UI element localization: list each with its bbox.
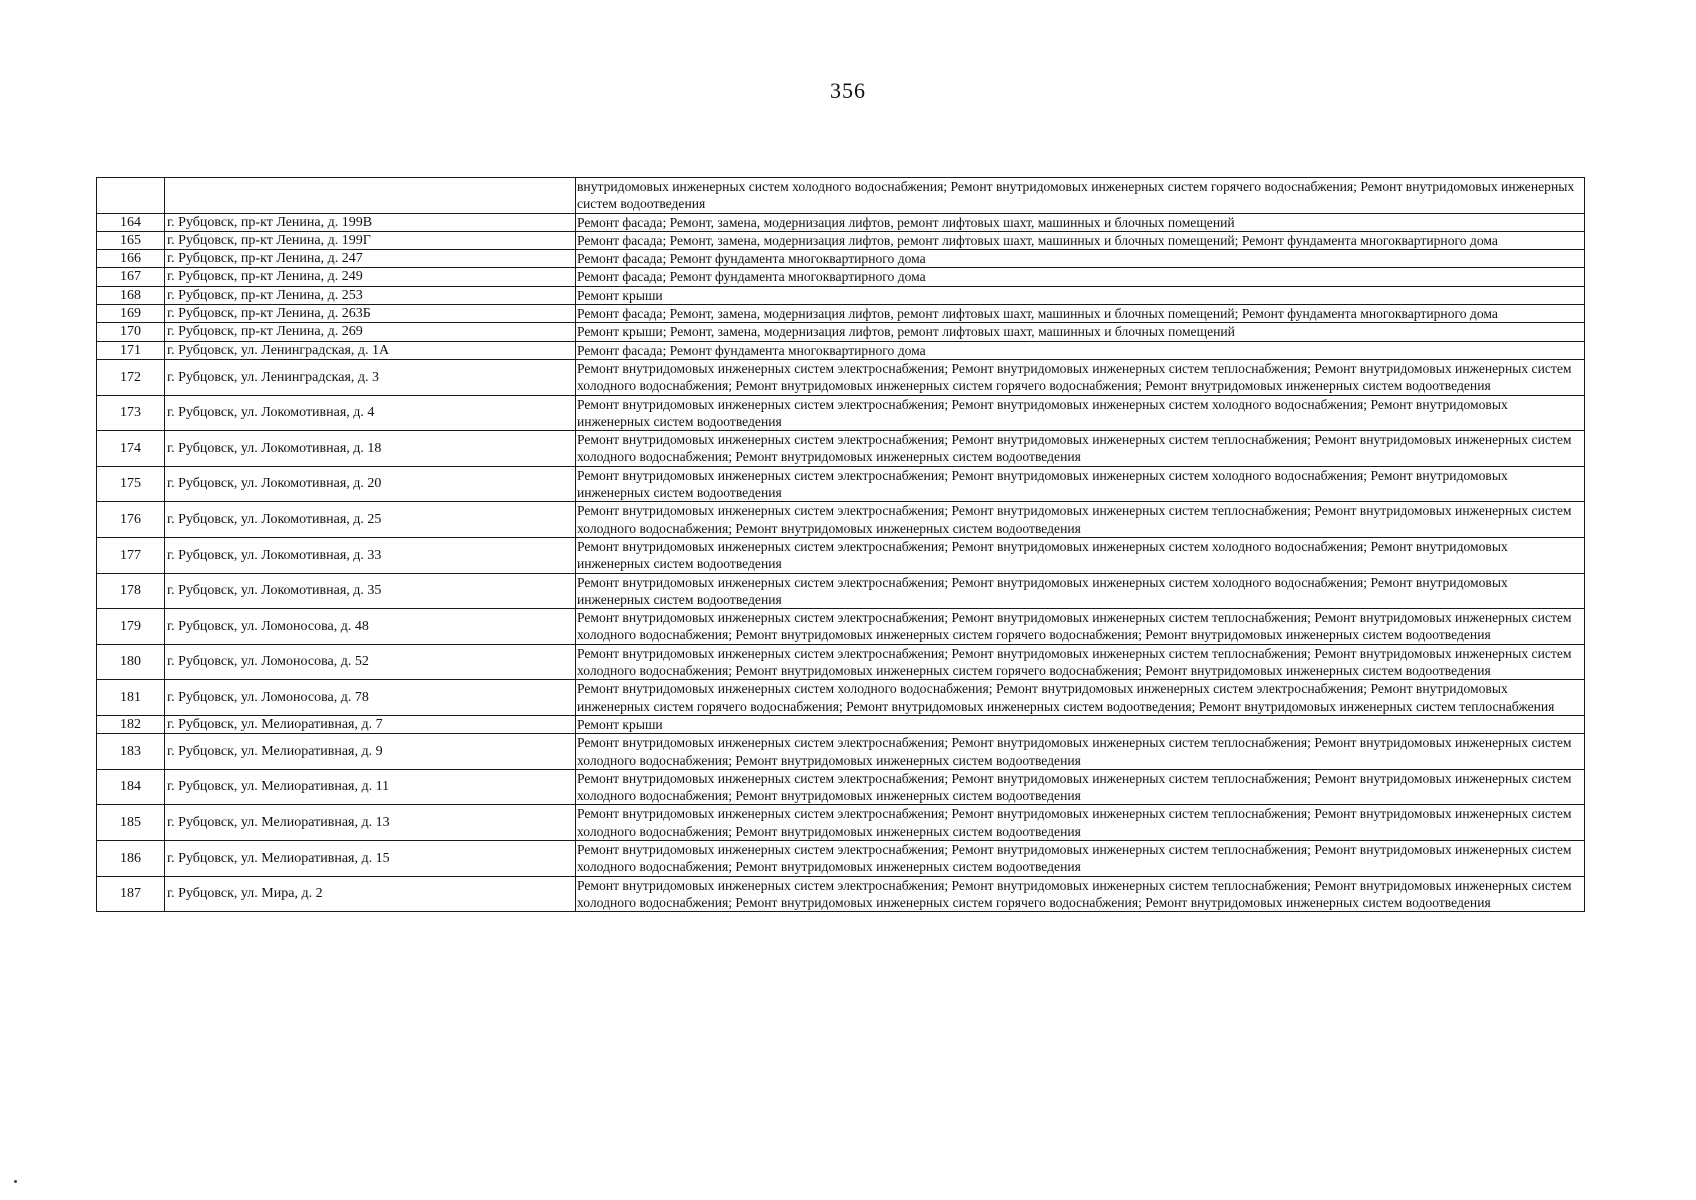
works-cell: Ремонт внутридомовых инженерных систем электроснабжения; Ремонт внутридомовых инженерных систем холодного водоснабжения; Ремонт внутридомовых инженерных систем водоотведения xyxy=(576,395,1585,431)
works-cell: Ремонт фасада; Ремонт, замена, модернизация лифтов, ремонт лифтовых шахт, машинных и блочных помещений; Ремонт фундамента многоквартирного дома xyxy=(576,231,1585,249)
address-cell: г. Рубцовск, ул. Мелиоративная, д. 13 xyxy=(165,805,576,841)
address-cell: г. Рубцовск, ул. Ломоносова, д. 52 xyxy=(165,644,576,680)
row-number-cell: 185 xyxy=(97,805,165,841)
repair-works-table xyxy=(96,177,1585,912)
row-number-cell: 167 xyxy=(97,268,165,286)
table-row xyxy=(97,573,1585,609)
address-cell: г. Рубцовск, ул. Мелиоративная, д. 15 xyxy=(165,840,576,876)
address-cell: г. Рубцовск, пр-кт Ленина, д. 269 xyxy=(165,323,576,341)
address-cell: г. Рубцовск, ул. Мелиоративная, д. 7 xyxy=(165,715,576,733)
works-cell: Ремонт внутридомовых инженерных систем электроснабжения; Ремонт внутридомовых инженерных систем теплоснабжения; Ремонт внутридомовых инженерных систем холодного водоснабжения; Ремонт внутридомовых инженерных систем водоотведения xyxy=(576,431,1585,467)
address-cell: г. Рубцовск, пр-кт Ленина, д. 253 xyxy=(165,286,576,304)
table-row xyxy=(97,537,1585,573)
table-row xyxy=(97,502,1585,538)
row-number-cell: 171 xyxy=(97,341,165,359)
table-row xyxy=(97,876,1585,912)
table-row xyxy=(97,231,1585,249)
works-cell: Ремонт внутридомовых инженерных систем электроснабжения; Ремонт внутридомовых инженерных систем теплоснабжения; Ремонт внутридомовых инженерных систем холодного водоснабжения; Ремонт внутридомовых инженерных систем горячего водоснабжения; Ремонт внутридомовых инженерных систем водоотведения xyxy=(576,644,1585,680)
address-cell: г. Рубцовск, ул. Локомотивная, д. 20 xyxy=(165,466,576,502)
page-number: 356 xyxy=(830,78,866,103)
row-number-cell: 168 xyxy=(97,286,165,304)
row-number-cell: 187 xyxy=(97,876,165,912)
table-row xyxy=(97,213,1585,231)
table-row xyxy=(97,268,1585,286)
works-cell: Ремонт внутридомовых инженерных систем электроснабжения; Ремонт внутридомовых инженерных систем холодного водоснабжения; Ремонт внутридомовых инженерных систем водоотведения xyxy=(576,537,1585,573)
works-cell: Ремонт фасада; Ремонт фундамента многоквартирного дома xyxy=(576,250,1585,268)
address-cell: г. Рубцовск, пр-кт Ленина, д. 199Г xyxy=(165,231,576,249)
address-cell: г. Рубцовск, ул. Локомотивная, д. 25 xyxy=(165,502,576,538)
table-row xyxy=(97,341,1585,359)
works-cell: Ремонт внутридомовых инженерных систем электроснабжения; Ремонт внутридомовых инженерных систем холодного водоснабжения; Ремонт внутридомовых инженерных систем водоотведения xyxy=(576,466,1585,502)
works-cell: Ремонт фасада; Ремонт, замена, модернизация лифтов, ремонт лифтовых шахт, машинных и блочных помещений xyxy=(576,213,1585,231)
row-number-cell: 180 xyxy=(97,644,165,680)
works-cell: Ремонт внутридомовых инженерных систем холодного водоснабжения; Ремонт внутридомовых инженерных систем электроснабжения; Ремонт внутридомовых инженерных систем горячего водоснабжения; Ремонт внутридомовых инженерных систем водоотведения; Ремонт внутридомовых инженерных систем теплоснабжения xyxy=(576,680,1585,716)
address-cell: г. Рубцовск, ул. Мелиоративная, д. 11 xyxy=(165,769,576,805)
address-cell: г. Рубцовск, ул. Локомотивная, д. 35 xyxy=(165,573,576,609)
row-number-cell: 178 xyxy=(97,573,165,609)
row-number-cell: 182 xyxy=(97,715,165,733)
row-number-cell: 183 xyxy=(97,734,165,770)
row-number-cell xyxy=(97,178,165,214)
row-number-cell: 165 xyxy=(97,231,165,249)
address-cell: г. Рубцовск, ул. Ленинградская, д. 3 xyxy=(165,359,576,395)
table-row xyxy=(97,840,1585,876)
table-body xyxy=(97,178,1585,912)
row-number-cell: 173 xyxy=(97,395,165,431)
works-cell: Ремонт фасада; Ремонт фундамента многоквартирного дома xyxy=(576,341,1585,359)
table-row xyxy=(97,680,1585,716)
address-cell xyxy=(165,178,576,214)
works-cell: Ремонт внутридомовых инженерных систем электроснабжения; Ремонт внутридомовых инженерных систем теплоснабжения; Ремонт внутридомовых инженерных систем холодного водоснабжения; Ремонт внутридомовых инженерных систем водоотведения xyxy=(576,734,1585,770)
row-number-cell: 176 xyxy=(97,502,165,538)
works-cell: Ремонт внутридомовых инженерных систем электроснабжения; Ремонт внутридомовых инженерных систем теплоснабжения; Ремонт внутридомовых инженерных систем холодного водоснабжения; Ремонт внутридомовых инженерных систем водоотведения xyxy=(576,840,1585,876)
row-number-cell: 170 xyxy=(97,323,165,341)
table-row xyxy=(97,359,1585,395)
table-row xyxy=(97,250,1585,268)
table-row xyxy=(97,644,1585,680)
table-row xyxy=(97,395,1585,431)
address-cell: г. Рубцовск, ул. Ломоносова, д. 48 xyxy=(165,609,576,645)
scan-artifact-dot xyxy=(14,1180,17,1183)
address-cell: г. Рубцовск, пр-кт Ленина, д. 199В xyxy=(165,213,576,231)
row-number-cell: 181 xyxy=(97,680,165,716)
works-cell: Ремонт фасада; Ремонт фундамента многоквартирного дома xyxy=(576,268,1585,286)
works-cell: Ремонт внутридомовых инженерных систем электроснабжения; Ремонт внутридомовых инженерных систем теплоснабжения; Ремонт внутридомовых инженерных систем холодного водоснабжения; Ремонт внутридомовых инженерных систем водоотведения xyxy=(576,769,1585,805)
table-row xyxy=(97,769,1585,805)
address-cell: г. Рубцовск, пр-кт Ленина, д. 247 xyxy=(165,250,576,268)
table-row xyxy=(97,609,1585,645)
row-number-cell: 172 xyxy=(97,359,165,395)
row-number-cell: 177 xyxy=(97,537,165,573)
table-row xyxy=(97,805,1585,841)
table-row xyxy=(97,431,1585,467)
address-cell: г. Рубцовск, ул. Мелиоративная, д. 9 xyxy=(165,734,576,770)
row-number-cell: 186 xyxy=(97,840,165,876)
row-number-cell: 179 xyxy=(97,609,165,645)
address-cell: г. Рубцовск, пр-кт Ленина, д. 249 xyxy=(165,268,576,286)
works-cell: Ремонт крыши xyxy=(576,715,1585,733)
address-cell: г. Рубцовск, ул. Локомотивная, д. 18 xyxy=(165,431,576,467)
table-row xyxy=(97,734,1585,770)
works-cell: Ремонт внутридомовых инженерных систем электроснабжения; Ремонт внутридомовых инженерных систем теплоснабжения; Ремонт внутридомовых инженерных систем холодного водоснабжения; Ремонт внутридомовых инженерных систем горячего водоснабжения; Ремонт внутридомовых инженерных систем водоотведения xyxy=(576,359,1585,395)
table-row xyxy=(97,715,1585,733)
works-cell: Ремонт фасада; Ремонт, замена, модернизация лифтов, ремонт лифтовых шахт, машинных и блочных помещений; Ремонт фундамента многоквартирного дома xyxy=(576,305,1585,323)
address-cell: г. Рубцовск, пр-кт Ленина, д. 263Б xyxy=(165,305,576,323)
works-cell: Ремонт внутридомовых инженерных систем электроснабжения; Ремонт внутридомовых инженерных систем холодного водоснабжения; Ремонт внутридомовых инженерных систем водоотведения xyxy=(576,573,1585,609)
table-row xyxy=(97,305,1585,323)
address-cell: г. Рубцовск, ул. Локомотивная, д. 4 xyxy=(165,395,576,431)
table-row xyxy=(97,178,1585,214)
address-cell: г. Рубцовск, ул. Мира, д. 2 xyxy=(165,876,576,912)
row-number-cell: 175 xyxy=(97,466,165,502)
table-row xyxy=(97,286,1585,304)
address-cell: г. Рубцовск, ул. Ленинградская, д. 1А xyxy=(165,341,576,359)
row-number-cell: 164 xyxy=(97,213,165,231)
row-number-cell: 184 xyxy=(97,769,165,805)
works-cell: Ремонт внутридомовых инженерных систем электроснабжения; Ремонт внутридомовых инженерных систем теплоснабжения; Ремонт внутридомовых инженерных систем холодного водоснабжения; Ремонт внутридомовых инженерных систем водоотведения xyxy=(576,805,1585,841)
row-number-cell: 166 xyxy=(97,250,165,268)
address-cell: г. Рубцовск, ул. Ломоносова, д. 78 xyxy=(165,680,576,716)
works-cell: Ремонт крыши; Ремонт, замена, модернизация лифтов, ремонт лифтовых шахт, машинных и блочных помещений xyxy=(576,323,1585,341)
works-cell: Ремонт внутридомовых инженерных систем электроснабжения; Ремонт внутридомовых инженерных систем теплоснабжения; Ремонт внутридомовых инженерных систем холодного водоснабжения; Ремонт внутридомовых инженерных систем горячего водоснабжения; Ремонт внутридомовых инженерных систем водоотведения xyxy=(576,876,1585,912)
row-number-cell: 174 xyxy=(97,431,165,467)
table-row xyxy=(97,323,1585,341)
works-cell: внутридомовых инженерных систем холодного водоснабжения; Ремонт внутридомовых инженерных систем горячего водоснабжения; Ремонт внутридомовых инженерных систем водоотведения xyxy=(576,178,1585,214)
address-cell: г. Рубцовск, ул. Локомотивная, д. 33 xyxy=(165,537,576,573)
works-cell: Ремонт внутридомовых инженерных систем электроснабжения; Ремонт внутридомовых инженерных систем теплоснабжения; Ремонт внутридомовых инженерных систем холодного водоснабжения; Ремонт внутридомовых инженерных систем водоотведения xyxy=(576,502,1585,538)
works-cell: Ремонт крыши xyxy=(576,286,1585,304)
row-number-cell: 169 xyxy=(97,305,165,323)
table-row xyxy=(97,466,1585,502)
works-cell: Ремонт внутридомовых инженерных систем электроснабжения; Ремонт внутридомовых инженерных систем теплоснабжения; Ремонт внутридомовых инженерных систем холодного водоснабжения; Ремонт внутридомовых инженерных систем горячего водоснабжения; Ремонт внутридомовых инженерных систем водоотведения xyxy=(576,609,1585,645)
